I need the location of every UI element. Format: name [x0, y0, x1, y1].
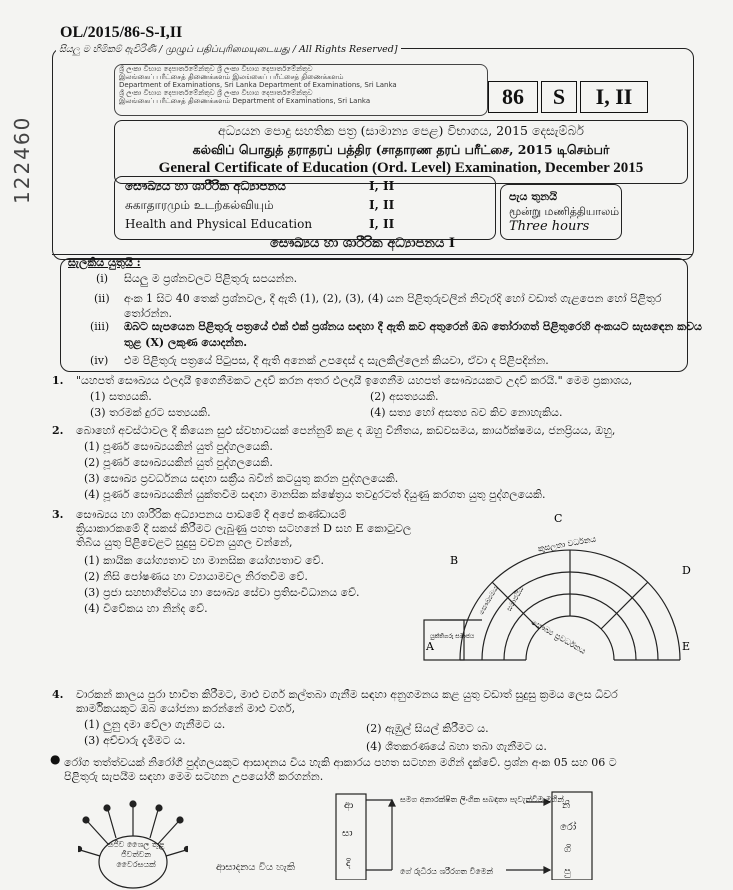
code-cell-subject: 86 [488, 81, 538, 113]
instruction-number: (i) [96, 272, 109, 285]
code-cell-medium: S [541, 81, 577, 113]
right-col-char: පු [564, 866, 571, 877]
left-col-char: සා [342, 828, 353, 839]
department-line: இலங்கைப் பரீட்சைத் திணைக்களம் இலங்கைப் பரீட்சைத் திணைக்களம் [119, 73, 344, 81]
exam-title-tamil: கல்விப் பொதுத் தராதரப் பத்திர (சாதாரண தரப் பரீட்சை, 2015 டிசெம்பர் [192, 142, 610, 157]
department-line: Department of Examinations, Sri Lanka Department of Examinations, Sri Lanka [119, 81, 397, 89]
health-promotion-diagram [420, 510, 700, 670]
subject-num: I, II [369, 198, 395, 212]
flow-text-2: ගේ රුධිරය ශරීරගත වීමෙන් [400, 867, 494, 876]
time-english: Three hours [509, 219, 590, 234]
instructions-heading: සැලකිය යුතුයි : [68, 256, 141, 269]
option: (2) නිසි පෝෂණය හා ව්‍යායාමවල නිරතවීම වේ. [84, 570, 308, 583]
option: (1) පූර්ණ සෞඛ්‍යයකින් යුත් පුද්ගලයෙකි. [84, 440, 273, 453]
option: (4) විවේකය හා නින්ද වේ. [84, 602, 208, 615]
subject-box [114, 176, 496, 240]
department-line: இலங்கைப் பரீட்சைத் திணைக்களம் Department of Examinations, Sri Lanka [119, 97, 371, 105]
left-box-label: යුක්තිගරු සමාජය [430, 633, 475, 640]
right-col-char: නි [562, 800, 571, 811]
left-col-char: දි [346, 858, 351, 869]
question-stem: "යහපත් සෞඛ්‍යය ඵලදායී ඉගෙනීමකට උදව් කරන අතර ඵලදායී ඉගෙනීම යහපත් සෞඛ්‍යයකට උදව් කරයි." මෙම ප්‍රකාශය, [76, 374, 633, 387]
department-line: ශ්‍රී ලංකා විභාග දෙපාර්තමේන්තුව ශ්‍රී ලංකා විභාග දෙපාර්තමේන්තුව [119, 65, 313, 73]
right-col-char: ගි [564, 844, 572, 855]
option: (4) ශීතකරණයේ බහා තබා ගැනීමට ය. [366, 740, 547, 753]
department-line: ශ්‍රී ලංකා විභාග දෙපාර්තමේන්තුව ශ්‍රී ලංකා විභාග දෙපාර්තමේන්තුව [119, 89, 313, 97]
instruction-number: (ii) [94, 292, 110, 305]
instruction-number: (iii) [90, 320, 110, 333]
ring-label: කුසලතා වර්ධනය [537, 534, 597, 554]
exam-title-sinhala: අධ්‍යයන පොදු සහතික පත්‍ර (සාමාන්‍ය පෙළ) විභාගය, 2015 දෙසැම්බර් [218, 123, 584, 138]
instruction-text: තුළ (X) ලකුණ යොදන්න. [124, 336, 248, 349]
serial-number: 122460 [10, 115, 34, 204]
ring-label: සෞඛ්‍යමය [477, 584, 500, 617]
question-stem: බොහෝ අවස්ථාවල දී කියෙන සුළු ස්වභාවයක් පෙන්නුම් කළ ද ඔහු විනීතය, කඩවසමය, කාර්යක්ෂමය, ජනප්‍රියය, ඔහු, [76, 424, 616, 437]
flow-text-1: සමග අනාරක්ෂිත ලිංගික සබඳතා පැවැත්වීම මගින් [400, 795, 564, 804]
option: (2) පූර්ණ සෞඛ්‍යයකින් යුත් පුද්ගලයෙකි. [84, 456, 273, 469]
paper-code: OL/2015/86-S-I,II [60, 24, 183, 41]
question-stem-line: ක්‍රියාකාරකමේ දී සකස් කිරීමට ලැබුණු පහත සටහනේ D සහ E කොටුවල [76, 522, 412, 535]
transmission-flow-diagram [330, 790, 710, 880]
question-stem-line: කාර්මිකයකුට ඔබ යෝජනා කරන්නේ මාළු වර්ග, [76, 702, 296, 715]
option: (1) ලුනු දමා වේලා ගැනීමට ය. [84, 718, 226, 731]
time-box [500, 184, 622, 240]
label-d: D [682, 564, 691, 577]
option: (4) සත්‍ය හෝ අසත්‍ය බව කිව නොහැකිය. [370, 406, 563, 419]
instruction-text: සියලු ම ප්‍රශ්නවලට පිළිතුරු සපයන්න. [124, 272, 298, 285]
label-a: A [426, 640, 434, 653]
instruction-text: අංක 1 සිට 40 තෙක් ප්‍රශ්නවල, දී ඇති (1), (2), (3), (4) යන පිළිතුරුවලින් නිවැරදි හෝ වඩාත් ගැළපෙන හෝ පිළිතුර [124, 292, 662, 305]
option: (3) සෞඛ්‍ය ප්‍රවර්ධනය සඳහා සක්‍රීය බවින් කටයුතු කරන පුද්ගලයෙකි. [84, 472, 399, 485]
time-tamil: மூன்று மணித்தியாலம் [509, 205, 620, 218]
code-cell-parts: I, II [580, 81, 648, 113]
ring-label: සමාජයීය [505, 585, 526, 613]
question-stem-line: වාරකන් කාලය පුරා භාවිත කිරීමට, මාළු වර්ග කල්තබා ගැනීම සඳහා අනුගමනය කළ යුතු වඩාත් සුදුසු ක්‍රමය ලෙස ධීවර [76, 688, 618, 701]
paper-code-cells [488, 80, 686, 114]
department-watermark-box [114, 64, 488, 116]
question-number: 4. [52, 688, 64, 701]
divider [52, 254, 692, 255]
part-title: සෞඛ්‍යය හා ශාරීරික අධ්‍යාපනය I [270, 236, 455, 251]
infection-label: ආසාදනය විය හැකි [216, 862, 295, 873]
exam-title-box [114, 120, 688, 184]
option: (3) ප්‍රජා සහභාගීත්වය හා සෞඛ්‍ය සේවා ප්‍රතිසංවිධානය වේ. [84, 586, 360, 599]
instruction-text: ඔබට සැපයෙන පිළිතුරු පත්‍රයේ එක් එක් ප්‍රශ්නය සඳහා දී ඇති කව අතුරෙන් ඔබ තෝරාගත් පිළිතුරෙහි අංකයට සැසඳෙන කවය [124, 320, 702, 333]
option: (3) අච්චාරු දැමීමට ය. [84, 734, 186, 747]
inner-label: සෞඛ්‍ය ප්‍රවර්ධනය [529, 617, 588, 656]
subject-english: Health and Physical Education [125, 217, 313, 231]
question-stem-line: තිබිය යුතු පිළිවෙළට සුදුසු වචන යුගල වන්නේ, [76, 536, 293, 549]
label-e: E [682, 640, 691, 653]
intro-line: රෝග තත්ත්වයක් නිරෝගී පුද්ගලයකුට ආසාදනය විය හැකි ආකාරය පහත සටහන මගින් දැක්වේ. ප්‍රශ්න අංක 05 සහ 06 ට [64, 756, 617, 769]
option: (1) කායික යෝග්‍යතාව හා මානසික යෝග්‍යතාව වේ. [84, 554, 325, 567]
question-number: 3. [52, 508, 64, 521]
label-c: C [554, 512, 563, 525]
question-number: 2. [52, 424, 64, 437]
option: (2) අසත්‍යයකි. [370, 390, 439, 403]
subject-tamil: சுகாதாரமும் உடற்கல்வியும் [125, 198, 274, 212]
option: (3) තරමක් දුරට සත්‍යයකි. [90, 406, 211, 419]
question-stem-line: සෞඛ්‍යය හා ශාරීරික අධ්‍යාපනය පාඩමේ දී අපේ කණ්ඩායම් [76, 508, 347, 521]
left-col-char: ආ [344, 800, 354, 811]
intro-line: පිළිතුරු සැපයීම සඳහා මෙම සටහන උපයෝගී කරගන්න. [64, 770, 324, 783]
instruction-number: (iv) [90, 354, 109, 367]
sun-text: සජීව ශෛල තුළ ජීවත්වන වෛරසයක් [107, 840, 165, 869]
label-b: B [450, 554, 459, 567]
subject-sinhala: සෞඛ්‍යය හා ශාරීරික අධ්‍යාපනය [125, 179, 286, 193]
instruction-text: එම පිළිතුරු පත්‍රයේ පිටුපස, දී ඇති අනෙක් උපදෙස් ද සැලකිල්ලෙන් කියවා, ඒවා ද පිළිපදින්න. [124, 354, 549, 367]
bullet: ● [50, 752, 61, 766]
subject-num: I, II [369, 179, 395, 193]
subject-num: I, II [369, 217, 395, 231]
option: (4) පූර්ණ සෞඛ්‍යයකින් යුක්තවීම සඳහා මානසික ක්ෂේත්‍රය තවදුරටත් දියුණු කරගත යුතු පුද්ගලයෙකි. [84, 488, 546, 501]
question-number: 1. [52, 374, 64, 387]
instruction-text: තෝරන්න. [124, 307, 173, 320]
time-sinhala: පැය තුනයි [509, 190, 558, 203]
option: (1) සත්‍යයකි. [90, 390, 152, 403]
option: (2) ඇඹුල් සියල් කිරීමට ය. [366, 722, 489, 735]
rights-notice: සියලු ම හිමිකම් ඇවිරිණි / முழுப் பதிப்புரிமையுடையது / All Rights Reserved] [56, 44, 401, 56]
exam-title-english: General Certificate of Education (Ord. Level) Examination, December 2015 [158, 160, 644, 176]
right-col-char: රෝ [560, 822, 577, 833]
